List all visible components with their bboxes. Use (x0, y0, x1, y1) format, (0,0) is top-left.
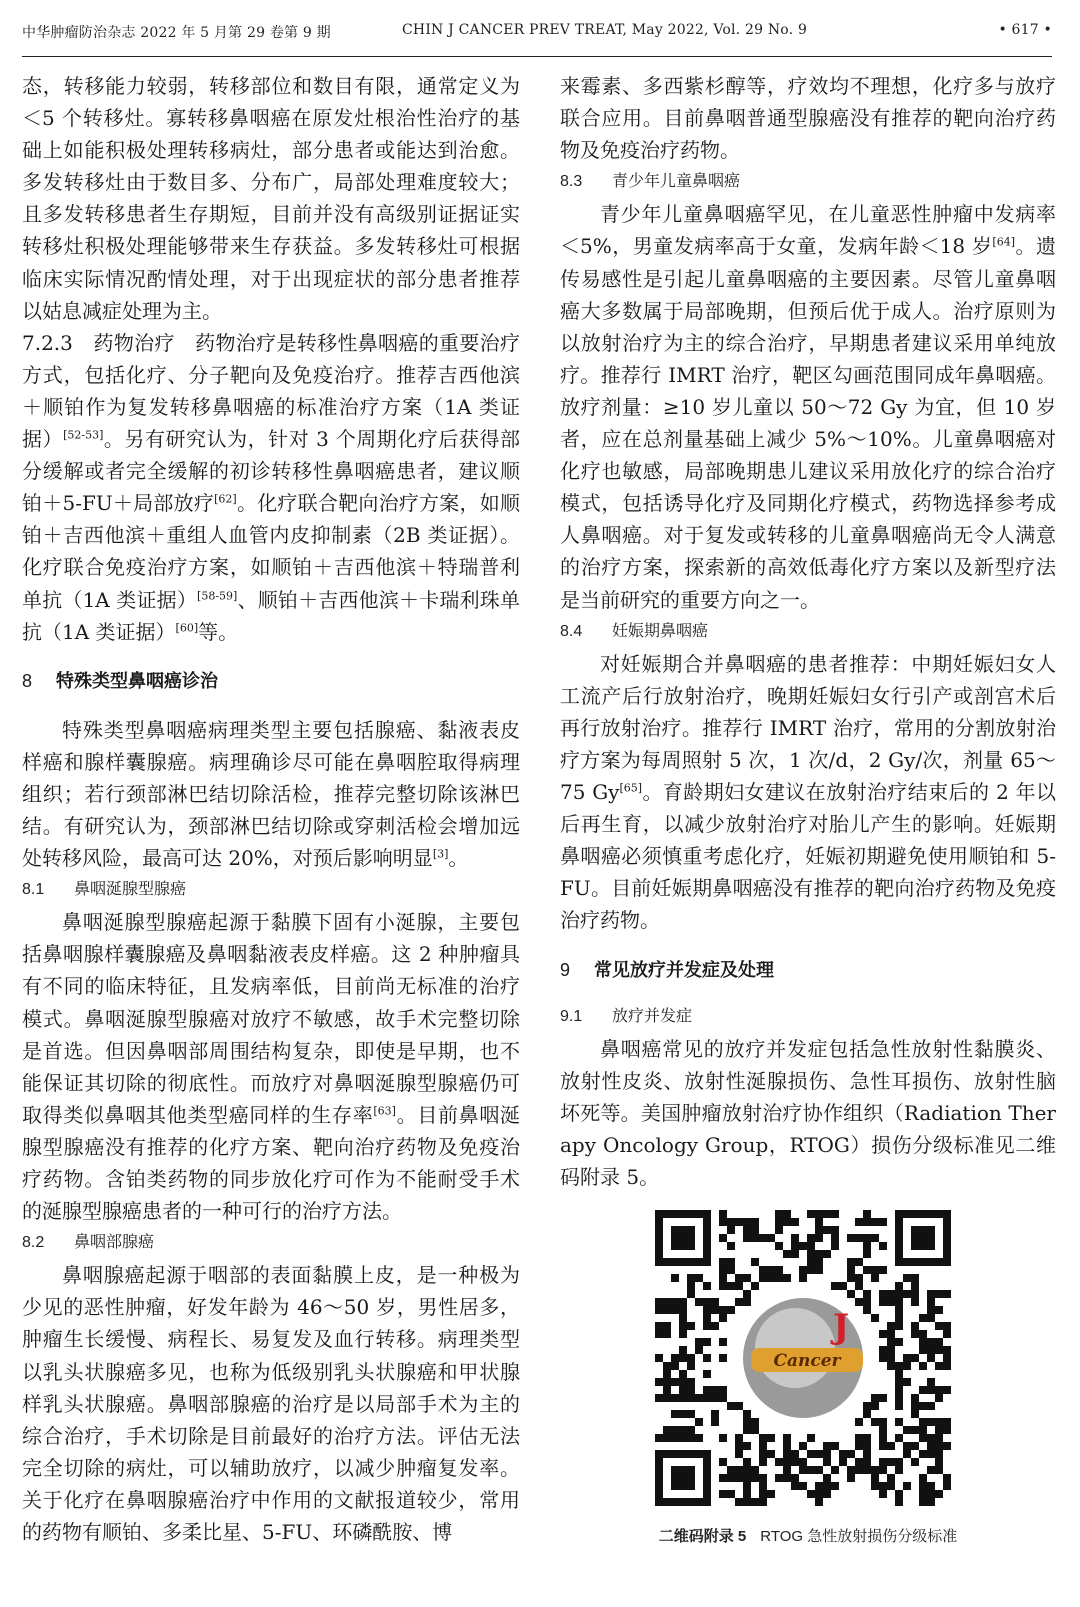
subsection-heading-9-1: 9.1 放疗并发症 (560, 1007, 693, 1025)
header-journal-cn: 中华肿瘤防治杂志 2022 年 5 月第 29 卷第 9 期 (22, 25, 331, 41)
header-rule (22, 56, 1052, 57)
paragraph-radiotherapy-complications: 鼻咽癌常见的放疗并发症包括急性放射性黏膜炎、放射性皮炎、放射性涎腺损伤、急性耳损伤、放射性脑坏死等。美国肿瘤放射治疗协作组织（Radiation Therapy Oncology Group，RTOG）损伤分级标准见二维码附录 5。 (560, 1036, 1056, 1189)
subsection-heading-8-2: 8.2 鼻咽部腺癌 (22, 1234, 155, 1252)
subsection-heading-8-1: 8.1 鼻咽涎腺型腺癌 (22, 881, 187, 899)
subsection-heading-8-3: 8.3 青少年儿童鼻咽癌 (560, 173, 741, 191)
right-column (560, 70, 1056, 1193)
citation-ref[interactable]: [58-59] (197, 588, 238, 602)
running-header (22, 22, 1052, 52)
paragraph-adenocarcinoma-continued: 来霉素、多西紫杉醇等，疗效均不理想，化疗多与放疗联合应用。目前鼻咽普通型腺癌没有推荐的靶向治疗药物及免疫治疗药物。 (560, 74, 1056, 163)
citation-ref[interactable]: [64] (992, 235, 1016, 249)
paragraph-drug-therapy: 7.2.3 药物治疗 药物治疗是转移性鼻咽癌的重要治疗方式，包括化疗、分子靶向及免疫治疗。推荐吉西他滨＋顺铂作为复发转移鼻咽癌的标准治疗方案（1A 类证据）[52-53]。另有研究认为，针对 3 个周期化疗后获得部分缓解或者完全缓解的初诊转移性鼻咽癌患者，建议顺铂＋5-FU＋局部放疗[62]。化疗联合靶向治疗方案，如顺铂＋吉西他滨＋重组人血管内皮抑制素（2B 类证据）。化疗联合免疫治疗方案，如顺铂＋吉西他滨＋特瑞普利单抗（1A 类证据）[58-59]、顺铂＋吉西他滨＋卡瑞利珠单抗（1A 类证据）[60]等。 (22, 330, 521, 644)
logo-letter: J (833, 1307, 850, 1347)
citation-ref[interactable]: [60] (175, 620, 199, 634)
header-page-number: • 617 • (998, 22, 1052, 38)
citation-ref[interactable]: [65] (619, 781, 643, 795)
section-heading-8: 8 特殊类型鼻咽癌诊治 (22, 670, 218, 691)
section-heading-9: 9 常见放疗并发症及处理 (560, 959, 774, 980)
citation-ref[interactable]: [63] (373, 1104, 396, 1118)
qr-code-figure[interactable] (655, 1210, 951, 1506)
figure-caption (560, 1525, 1056, 1546)
paragraph-pediatric-npc: 青少年儿童鼻咽癌罕见，在儿童恶性肿瘤中发病率＜5%，男童发病率高于女童，发病年龄＜18 岁[64]。遗传易感性是引起儿童鼻咽癌的主要因素。尽管儿童鼻咽癌大多数属于局部晚期，但预后优于成人。治疗原则为以放射治疗为主的综合治疗，早期患者建议采用单纯放疗。推荐行 IMRT 治疗，靶区勾画范围同成年鼻咽癌。放疗剂量：≥10 岁儿童以 50～72 Gy 为宜，但 10 岁者，应在总剂量基础上减少 5%～10%。儿童鼻咽癌对化疗也敏感，局部晚期患儿建议采用放化疗的综合治疗模式，包括诱导化疗及同期化疗模式，药物选择参考成人鼻咽癌。对于复发或转移的儿童鼻咽癌尚无令人满意的治疗方案，探索新的高效低毒化疗方案以及新型疗法是当前研究的重要方向之一。 (560, 202, 1057, 612)
qr-code-icon[interactable] (655, 1210, 951, 1506)
paragraph-oligometastasis: 态，转移能力较弱，转移部位和数目有限，通常定义为＜5 个转移灶。寡转移鼻咽癌在原发灶根治性治疗的基础上如能积极处理转移病灶，部分患者或能达到治愈。多发转移灶由于数目多、分布广，局部处理难度较大；且多发转移患者生存期短，目前并没有高级别证据证实转移灶积极处理能够带来生存获益。多发转移灶可根据临床实际情况酌情处理，对于出现症状的部分患者推荐以姑息减症处理为主。 (22, 74, 520, 323)
caption-text: RTOG 急性放射损伤分级标准 (760, 1528, 958, 1545)
paragraph-pregnancy-npc: 对妊娠期合并鼻咽癌的患者推荐：中期妊娠妇女人工流产后行放射治疗，晚期妊娠妇女行引产或剖宫术后再行放射治疗。推荐行 IMRT 治疗，常用的分割放射治疗方案为每周照射 5 次，1 次/d，2 Gy/次，剂量 65～75 Gy[65]。育龄期妇女建议在放射治疗结束后的 2 年以后再生育，以减少放射治疗对胎儿产生的影响。妊娠期鼻咽癌必须慎重考虑化疗，妊娠初期避免使用顺铂和 5-FU。目前妊娠期鼻咽癌没有推荐的靶向治疗药物及免疫治疗药物。 (560, 651, 1056, 933)
paragraph-salivary-adenocarcinoma: 鼻咽涎腺型腺癌起源于黏膜下固有小涎腺，主要包括鼻咽腺样囊腺癌及鼻咽黏液表皮样癌。这 2 种肿瘤具有不同的临床特征，且发病率低，目前尚无标准的治疗模式。鼻咽涎腺型腺癌对放疗不敏感，故手术完整切除是首选。但因鼻咽部周围结构复杂，即使是早期，也不能保证其切除的彻底性。而放疗对鼻咽涎腺型腺癌仍可取得类似鼻咽其他类型癌同样的生存率[63]。目前鼻咽涎腺型腺癌没有推荐的化疗方案、靶向治疗药物及免疫治疗药物。含铂类药物的同步放化疗可作为不能耐受手术的涎腺型腺癌患者的一种可行的治疗方法。 (22, 910, 521, 1224)
header-journal-en: CHIN J CANCER PREV TREAT, May 2022, Vol. 29 No. 9 (402, 22, 808, 38)
caption-label: 二维码附录 5 (658, 1528, 747, 1545)
paragraph-special-types: 特殊类型鼻咽癌病理类型主要包括腺癌、黏液表皮样癌和腺样囊腺癌。病理确诊尽可能在鼻咽腔取得病理组织；若行颈部淋巴结切除活检，推荐完整切除该淋巴结。有研究认为，颈部淋巴结切除或穿刺活检会增加远处转移风险，最高可达 20%，对预后影响明显[3]。 (22, 717, 520, 871)
logo-text: Cancer (773, 1351, 841, 1371)
subsection-heading-8-4: 8.4 妊娠期鼻咽癌 (560, 622, 709, 640)
paragraph-nasopharyngeal-adenocarcinoma: 鼻咽腺癌起源于咽部的表面黏膜上皮，是一种极为少见的恶性肿瘤，好发年龄为 46～50 岁，男性居多，肿瘤生长缓慢、病程长、易复发及血行转移。病理类型以乳头状腺癌多见，也称为低级别乳头状腺癌和甲状腺样乳头状腺癌。鼻咽部腺癌的治疗是以局部手术为主的综合治疗，手术切除是目前最好的治疗方法。评估无法完全切除的病灶，可以辅助放疗，以减少肿瘤复发率。关于化疗在鼻咽腺癌治疗中作用的文献报道较少，常用的药物有顺铂、多柔比星、5-FU、环磷酰胺、博 (22, 1263, 520, 1545)
citation-ref[interactable]: [52-53] (63, 428, 104, 442)
citation-ref[interactable]: [62] (214, 492, 237, 506)
journal-logo (735, 1290, 871, 1426)
left-column (22, 70, 520, 1548)
citation-ref[interactable]: [3] (432, 847, 449, 861)
